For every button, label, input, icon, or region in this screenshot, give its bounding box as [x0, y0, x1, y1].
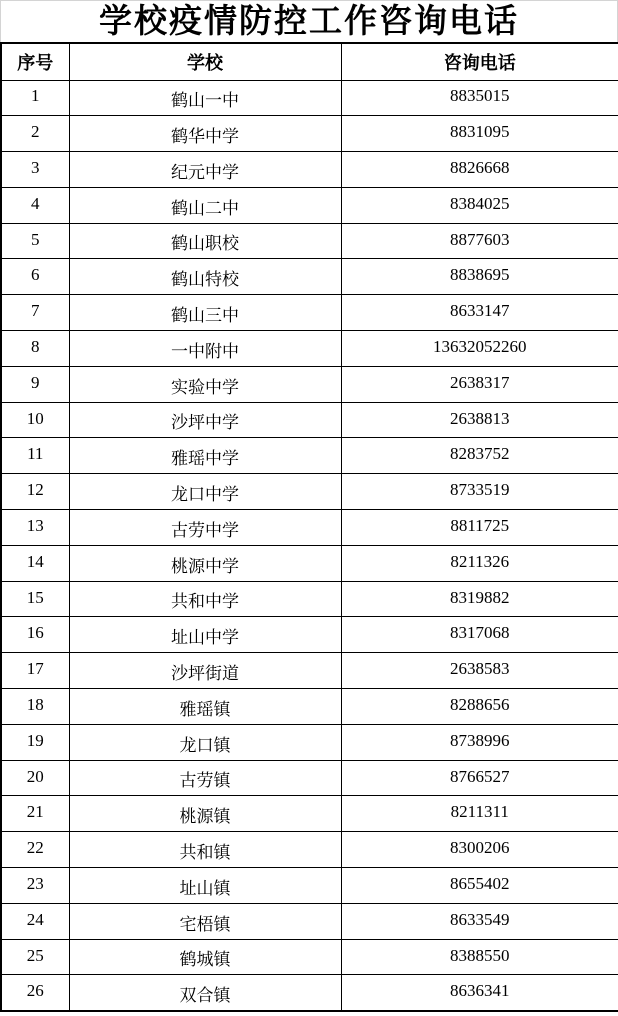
seq-cell: 2	[1, 116, 69, 152]
table-row	[1, 116, 618, 152]
phone-cell: 8835015	[341, 80, 618, 116]
phone-cell: 2638583	[341, 653, 618, 689]
table-row	[1, 903, 618, 939]
seq-cell: 18	[1, 689, 69, 725]
phone-cell: 2638813	[341, 402, 618, 438]
seq-cell: 26	[1, 975, 69, 1011]
school-cell: 宅梧镇	[69, 903, 341, 939]
seq-cell: 17	[1, 653, 69, 689]
school-cell: 桃源镇	[69, 796, 341, 832]
phone-cell: 8211311	[341, 796, 618, 832]
table-row	[1, 868, 618, 904]
phone-cell: 8317068	[341, 617, 618, 653]
seq-cell: 25	[1, 939, 69, 975]
school-cell: 龙口镇	[69, 724, 341, 760]
seq-cell: 10	[1, 402, 69, 438]
school-cell: 一中附中	[69, 331, 341, 367]
phone-cell: 8300206	[341, 832, 618, 868]
table-row	[1, 152, 618, 188]
seq-cell: 3	[1, 152, 69, 188]
table-row	[1, 295, 618, 331]
school-cell: 沙坪街道	[69, 653, 341, 689]
table-row	[1, 975, 618, 1011]
table-row	[1, 581, 618, 617]
phone-cell: 8384025	[341, 187, 618, 223]
table-row	[1, 438, 618, 474]
school-cell: 址山镇	[69, 868, 341, 904]
header-school: 学校	[69, 43, 341, 80]
table-row	[1, 939, 618, 975]
phone-cell: 8826668	[341, 152, 618, 188]
school-cell: 鹤山一中	[69, 80, 341, 116]
table-row	[1, 366, 618, 402]
table-row	[1, 724, 618, 760]
phone-cell: 13632052260	[341, 331, 618, 367]
phone-cell: 8388550	[341, 939, 618, 975]
school-cell: 龙口中学	[69, 474, 341, 510]
table-row	[1, 474, 618, 510]
table-row	[1, 80, 618, 116]
table-body	[1, 80, 618, 1011]
seq-cell: 20	[1, 760, 69, 796]
seq-cell: 22	[1, 832, 69, 868]
seq-cell: 4	[1, 187, 69, 223]
table-row	[1, 545, 618, 581]
phone-cell: 8738996	[341, 724, 618, 760]
page-title: 学校疫情防控工作咨询电话	[0, 0, 618, 42]
table-row	[1, 331, 618, 367]
phone-table	[0, 42, 618, 1012]
seq-cell: 5	[1, 223, 69, 259]
phone-cell: 2638317	[341, 366, 618, 402]
seq-cell: 6	[1, 259, 69, 295]
school-cell: 沙坪中学	[69, 402, 341, 438]
seq-cell: 1	[1, 80, 69, 116]
phone-cell: 8655402	[341, 868, 618, 904]
phone-cell: 8283752	[341, 438, 618, 474]
phone-cell: 8211326	[341, 545, 618, 581]
header-seq: 序号	[1, 43, 69, 80]
table-row	[1, 259, 618, 295]
table-row	[1, 510, 618, 546]
phone-cell: 8633147	[341, 295, 618, 331]
table-row	[1, 760, 618, 796]
seq-cell: 16	[1, 617, 69, 653]
school-cell: 实验中学	[69, 366, 341, 402]
school-cell: 鹤山特校	[69, 259, 341, 295]
phone-cell: 8636341	[341, 975, 618, 1011]
seq-cell: 14	[1, 545, 69, 581]
phone-cell: 8838695	[341, 259, 618, 295]
table-row	[1, 689, 618, 725]
phone-cell: 8831095	[341, 116, 618, 152]
school-cell: 鹤山二中	[69, 187, 341, 223]
school-cell: 址山中学	[69, 617, 341, 653]
table-row	[1, 187, 618, 223]
seq-cell: 11	[1, 438, 69, 474]
seq-cell: 7	[1, 295, 69, 331]
phone-cell: 8733519	[341, 474, 618, 510]
school-cell: 鹤华中学	[69, 116, 341, 152]
school-cell: 古劳镇	[69, 760, 341, 796]
table-row	[1, 796, 618, 832]
school-cell: 古劳中学	[69, 510, 341, 546]
school-cell: 鹤山职校	[69, 223, 341, 259]
school-cell: 鹤山三中	[69, 295, 341, 331]
seq-cell: 8	[1, 331, 69, 367]
seq-cell: 9	[1, 366, 69, 402]
table-row	[1, 832, 618, 868]
phone-cell: 8288656	[341, 689, 618, 725]
table-row	[1, 617, 618, 653]
phone-cell: 8811725	[341, 510, 618, 546]
school-cell: 共和中学	[69, 581, 341, 617]
seq-cell: 19	[1, 724, 69, 760]
seq-cell: 13	[1, 510, 69, 546]
seq-cell: 15	[1, 581, 69, 617]
table-row	[1, 402, 618, 438]
header-phone: 咨询电话	[341, 43, 618, 80]
table-row	[1, 653, 618, 689]
phone-cell: 8877603	[341, 223, 618, 259]
school-cell: 雅瑶镇	[69, 689, 341, 725]
seq-cell: 23	[1, 868, 69, 904]
school-cell: 鹤城镇	[69, 939, 341, 975]
school-cell: 桃源中学	[69, 545, 341, 581]
table-header-row	[1, 43, 618, 80]
school-cell: 纪元中学	[69, 152, 341, 188]
table-row	[1, 223, 618, 259]
school-cell: 共和镇	[69, 832, 341, 868]
school-cell: 双合镇	[69, 975, 341, 1011]
phone-cell: 8633549	[341, 903, 618, 939]
seq-cell: 12	[1, 474, 69, 510]
school-cell: 雅瑶中学	[69, 438, 341, 474]
phone-cell: 8319882	[341, 581, 618, 617]
seq-cell: 24	[1, 903, 69, 939]
seq-cell: 21	[1, 796, 69, 832]
phone-cell: 8766527	[341, 760, 618, 796]
